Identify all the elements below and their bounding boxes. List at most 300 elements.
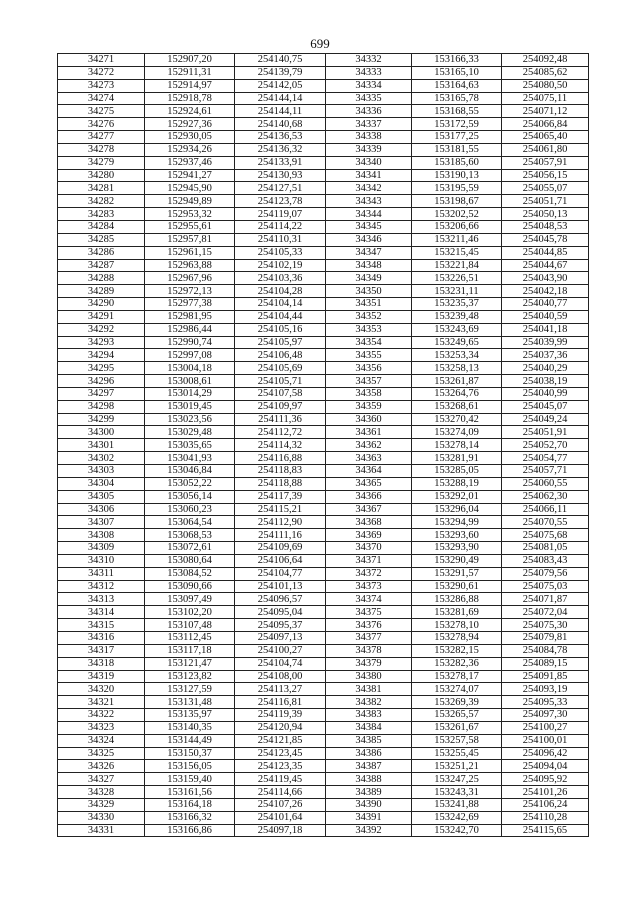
table-cell: 153261,87 <box>412 375 502 388</box>
table-cell: 34282 <box>58 195 145 208</box>
table-cell: 34338 <box>326 131 412 144</box>
table-cell: 153097,49 <box>145 593 235 606</box>
table-cell: 153290,49 <box>412 554 502 567</box>
table-cell: 254089,15 <box>502 657 589 670</box>
table-cell: 254144,14 <box>235 92 326 105</box>
table-cell: 153278,17 <box>412 670 502 683</box>
table-cell: 153121,47 <box>145 657 235 670</box>
table-cell: 34312 <box>58 580 145 593</box>
table-cell: 153004,18 <box>145 362 235 375</box>
table-cell: 152945,90 <box>145 182 235 195</box>
table-cell: 153131,48 <box>145 696 235 709</box>
table-cell: 254085,62 <box>502 66 589 79</box>
table-cell: 34321 <box>58 696 145 709</box>
table-row <box>58 529 589 542</box>
table-cell: 34320 <box>58 683 145 696</box>
table-cell: 254111,36 <box>235 413 326 426</box>
table-cell: 254110,31 <box>235 233 326 246</box>
table-cell: 152963,88 <box>145 259 235 272</box>
table-cell: 34294 <box>58 349 145 362</box>
table-cell: 254107,58 <box>235 387 326 400</box>
table-cell: 153281,69 <box>412 606 502 619</box>
table-cell: 254139,79 <box>235 66 326 79</box>
table-cell: 34368 <box>326 516 412 529</box>
table-cell: 254095,37 <box>235 619 326 632</box>
table-cell: 34281 <box>58 182 145 195</box>
table-cell: 34342 <box>326 182 412 195</box>
table-cell: 153195,59 <box>412 182 502 195</box>
table-cell: 254041,18 <box>502 323 589 336</box>
table-cell: 254070,55 <box>502 516 589 529</box>
table-cell: 152934,26 <box>145 143 235 156</box>
table-cell: 153029,48 <box>145 426 235 439</box>
table-row <box>58 182 589 195</box>
table-cell: 153123,82 <box>145 670 235 683</box>
table-cell: 254095,92 <box>502 773 589 786</box>
table-cell: 153127,59 <box>145 683 235 696</box>
table-cell: 153161,56 <box>145 786 235 799</box>
table-row <box>58 773 589 786</box>
table-row <box>58 670 589 683</box>
table-cell: 254109,69 <box>235 542 326 555</box>
table-cell: 254136,32 <box>235 143 326 156</box>
table-cell: 153282,15 <box>412 644 502 657</box>
table-cell: 153264,76 <box>412 387 502 400</box>
table-cell: 152957,81 <box>145 233 235 246</box>
table-row <box>58 734 589 747</box>
table-cell: 34390 <box>326 798 412 811</box>
table-cell: 34371 <box>326 554 412 567</box>
table-cell: 254066,84 <box>502 118 589 131</box>
table-cell: 153090,66 <box>145 580 235 593</box>
table-cell: 153172,59 <box>412 118 502 131</box>
table-cell: 34325 <box>58 747 145 760</box>
table-cell: 34296 <box>58 375 145 388</box>
table-cell: 254118,88 <box>235 477 326 490</box>
table-cell: 254100,27 <box>235 644 326 657</box>
table-cell: 34376 <box>326 619 412 632</box>
table-cell: 34284 <box>58 220 145 233</box>
table-cell: 34380 <box>326 670 412 683</box>
table-cell: 153023,56 <box>145 413 235 426</box>
table-cell: 153206,66 <box>412 220 502 233</box>
table-cell: 254101,13 <box>235 580 326 593</box>
table-cell: 34333 <box>326 66 412 79</box>
table-cell: 153285,05 <box>412 465 502 478</box>
table-cell: 254119,39 <box>235 709 326 722</box>
table-row <box>58 66 589 79</box>
table-cell: 34332 <box>326 54 412 67</box>
table-cell: 152927,36 <box>145 118 235 131</box>
table-cell: 34374 <box>326 593 412 606</box>
table-cell: 34381 <box>326 683 412 696</box>
table-row <box>58 105 589 118</box>
table-cell: 153221,84 <box>412 259 502 272</box>
table-cell: 254050,13 <box>502 208 589 221</box>
table-cell: 34314 <box>58 606 145 619</box>
table-cell: 254044,67 <box>502 259 589 272</box>
table-row <box>58 92 589 105</box>
table-cell: 34341 <box>326 169 412 182</box>
table-cell: 153282,36 <box>412 657 502 670</box>
table-row <box>58 490 589 503</box>
table-row <box>58 169 589 182</box>
table-cell: 153293,90 <box>412 542 502 555</box>
table-cell: 254105,69 <box>235 362 326 375</box>
table-row <box>58 516 589 529</box>
table-cell: 153107,48 <box>145 619 235 632</box>
table-cell: 254123,35 <box>235 760 326 773</box>
table-cell: 254123,45 <box>235 747 326 760</box>
table-cell: 153190,13 <box>412 169 502 182</box>
table-cell: 153235,37 <box>412 298 502 311</box>
table-cell: 254094,04 <box>502 760 589 773</box>
table-row <box>58 387 589 400</box>
table-cell: 34345 <box>326 220 412 233</box>
table-cell: 254105,16 <box>235 323 326 336</box>
table-cell: 34361 <box>326 426 412 439</box>
table-cell: 34373 <box>326 580 412 593</box>
table-cell: 34383 <box>326 709 412 722</box>
table-cell: 254120,94 <box>235 721 326 734</box>
table-cell: 34308 <box>58 529 145 542</box>
table-cell: 254071,87 <box>502 593 589 606</box>
table-cell: 34343 <box>326 195 412 208</box>
table-cell: 254123,78 <box>235 195 326 208</box>
table-cell: 254144,11 <box>235 105 326 118</box>
table-cell: 34280 <box>58 169 145 182</box>
coordinates-table-body <box>58 54 589 837</box>
table-cell: 34315 <box>58 619 145 632</box>
table-cell: 34309 <box>58 542 145 555</box>
table-cell: 153135,97 <box>145 709 235 722</box>
table-cell: 254040,99 <box>502 387 589 400</box>
table-cell: 153164,63 <box>412 79 502 92</box>
table-cell: 153274,09 <box>412 426 502 439</box>
table-row <box>58 143 589 156</box>
table-cell: 152930,05 <box>145 131 235 144</box>
table-cell: 152986,44 <box>145 323 235 336</box>
table-cell: 254106,24 <box>502 798 589 811</box>
table-cell: 254075,11 <box>502 92 589 105</box>
table-cell: 153290,61 <box>412 580 502 593</box>
table-cell: 254097,30 <box>502 709 589 722</box>
table-cell: 34364 <box>326 465 412 478</box>
table-cell: 254052,70 <box>502 439 589 452</box>
table-cell: 153296,04 <box>412 503 502 516</box>
table-cell: 152967,96 <box>145 272 235 285</box>
table-cell: 254104,74 <box>235 657 326 670</box>
table-cell: 254114,66 <box>235 786 326 799</box>
table-cell: 153211,46 <box>412 233 502 246</box>
table-cell: 34311 <box>58 567 145 580</box>
table-cell: 254037,36 <box>502 349 589 362</box>
table-cell: 152937,46 <box>145 156 235 169</box>
table-cell: 34385 <box>326 734 412 747</box>
table-cell: 153164,18 <box>145 798 235 811</box>
table-cell: 254096,42 <box>502 747 589 760</box>
table-row <box>58 593 589 606</box>
table-cell: 153226,51 <box>412 272 502 285</box>
table-cell: 153243,69 <box>412 323 502 336</box>
table-cell: 34288 <box>58 272 145 285</box>
table-cell: 254039,99 <box>502 336 589 349</box>
table-cell: 153159,40 <box>145 773 235 786</box>
table-cell: 152911,31 <box>145 66 235 79</box>
table-cell: 34362 <box>326 439 412 452</box>
table-cell: 34366 <box>326 490 412 503</box>
table-cell: 34372 <box>326 567 412 580</box>
table-cell: 254045,78 <box>502 233 589 246</box>
table-cell: 254112,90 <box>235 516 326 529</box>
table-cell: 34326 <box>58 760 145 773</box>
table-cell: 153202,52 <box>412 208 502 221</box>
table-cell: 34272 <box>58 66 145 79</box>
table-cell: 34279 <box>58 156 145 169</box>
table-cell: 153261,67 <box>412 721 502 734</box>
table-cell: 153014,29 <box>145 387 235 400</box>
table-row <box>58 323 589 336</box>
table-cell: 153166,32 <box>145 811 235 824</box>
table-row <box>58 631 589 644</box>
table-cell: 153072,61 <box>145 542 235 555</box>
table-cell: 153242,69 <box>412 811 502 824</box>
table-cell: 254119,07 <box>235 208 326 221</box>
table-row <box>58 760 589 773</box>
table-row <box>58 156 589 169</box>
table-cell: 34330 <box>58 811 145 824</box>
table-cell: 153274,07 <box>412 683 502 696</box>
table-cell: 34358 <box>326 387 412 400</box>
table-cell: 254071,12 <box>502 105 589 118</box>
table-cell: 153150,37 <box>145 747 235 760</box>
table-cell: 254106,64 <box>235 554 326 567</box>
table-cell: 34382 <box>326 696 412 709</box>
table-cell: 153258,13 <box>412 362 502 375</box>
table-cell: 153198,67 <box>412 195 502 208</box>
table-cell: 153231,11 <box>412 285 502 298</box>
table-cell: 254057,91 <box>502 156 589 169</box>
table-cell: 254109,97 <box>235 400 326 413</box>
table-row <box>58 709 589 722</box>
table-cell: 254057,71 <box>502 465 589 478</box>
table-cell: 152924,61 <box>145 105 235 118</box>
table-cell: 153288,19 <box>412 477 502 490</box>
table-cell: 254114,32 <box>235 439 326 452</box>
table-cell: 254117,39 <box>235 490 326 503</box>
table-cell: 153064,54 <box>145 516 235 529</box>
table-cell: 153144,49 <box>145 734 235 747</box>
table-cell: 254116,81 <box>235 696 326 709</box>
table-row <box>58 362 589 375</box>
table-row <box>58 426 589 439</box>
table-cell: 152953,32 <box>145 208 235 221</box>
table-cell: 254095,04 <box>235 606 326 619</box>
table-cell: 34392 <box>326 824 412 837</box>
table-cell: 254108,00 <box>235 670 326 683</box>
table-cell: 254106,48 <box>235 349 326 362</box>
table-row <box>58 503 589 516</box>
table-cell: 34357 <box>326 375 412 388</box>
table-cell: 254107,26 <box>235 798 326 811</box>
table-cell: 34369 <box>326 529 412 542</box>
table-cell: 254061,80 <box>502 143 589 156</box>
table-cell: 254083,43 <box>502 554 589 567</box>
table-cell: 34334 <box>326 79 412 92</box>
table-cell: 153166,33 <box>412 54 502 67</box>
table-cell: 254080,50 <box>502 79 589 92</box>
table-cell: 34336 <box>326 105 412 118</box>
table-cell: 34301 <box>58 439 145 452</box>
table-row <box>58 79 589 92</box>
table-cell: 254105,97 <box>235 336 326 349</box>
table-cell: 34303 <box>58 465 145 478</box>
table-cell: 254042,18 <box>502 285 589 298</box>
table-cell: 153215,45 <box>412 246 502 259</box>
table-cell: 254056,15 <box>502 169 589 182</box>
table-cell: 34316 <box>58 631 145 644</box>
table-cell: 34340 <box>326 156 412 169</box>
coordinates-table <box>57 53 589 837</box>
table-row <box>58 721 589 734</box>
table-cell: 34378 <box>326 644 412 657</box>
table-cell: 153269,39 <box>412 696 502 709</box>
table-cell: 254075,03 <box>502 580 589 593</box>
table-row <box>58 259 589 272</box>
table-cell: 152981,95 <box>145 310 235 323</box>
table-cell: 34305 <box>58 490 145 503</box>
table-cell: 34319 <box>58 670 145 683</box>
table-cell: 254113,27 <box>235 683 326 696</box>
table-row <box>58 220 589 233</box>
table-cell: 153140,35 <box>145 721 235 734</box>
table-cell: 34310 <box>58 554 145 567</box>
table-cell: 152972,13 <box>145 285 235 298</box>
table-cell: 34273 <box>58 79 145 92</box>
table-cell: 153255,45 <box>412 747 502 760</box>
table-cell: 254111,16 <box>235 529 326 542</box>
table-cell: 34306 <box>58 503 145 516</box>
table-cell: 34391 <box>326 811 412 824</box>
table-cell: 34318 <box>58 657 145 670</box>
table-cell: 34337 <box>326 118 412 131</box>
table-row <box>58 233 589 246</box>
table-cell: 34328 <box>58 786 145 799</box>
table-cell: 153278,94 <box>412 631 502 644</box>
table-cell: 34277 <box>58 131 145 144</box>
table-cell: 34346 <box>326 233 412 246</box>
table-row <box>58 606 589 619</box>
table-cell: 34367 <box>326 503 412 516</box>
table-cell: 254079,56 <box>502 567 589 580</box>
table-cell: 254040,77 <box>502 298 589 311</box>
table-cell: 34379 <box>326 657 412 670</box>
table-row <box>58 452 589 465</box>
table-cell: 34375 <box>326 606 412 619</box>
table-cell: 254093,19 <box>502 683 589 696</box>
table-cell: 153046,84 <box>145 465 235 478</box>
table-cell: 254040,59 <box>502 310 589 323</box>
table-cell: 254100,01 <box>502 734 589 747</box>
table-cell: 254100,27 <box>502 721 589 734</box>
table-cell: 152990,74 <box>145 336 235 349</box>
table-cell: 34339 <box>326 143 412 156</box>
table-row <box>58 567 589 580</box>
table-row <box>58 824 589 837</box>
table-cell: 153278,10 <box>412 619 502 632</box>
table-cell: 254054,77 <box>502 452 589 465</box>
table-cell: 153156,05 <box>145 760 235 773</box>
table-row <box>58 336 589 349</box>
table-cell: 153102,20 <box>145 606 235 619</box>
table-cell: 34363 <box>326 452 412 465</box>
table-cell: 254081,05 <box>502 542 589 555</box>
table-row <box>58 439 589 452</box>
table-cell: 153291,57 <box>412 567 502 580</box>
table-cell: 153112,45 <box>145 631 235 644</box>
table-cell: 254079,81 <box>502 631 589 644</box>
table-cell: 34298 <box>58 400 145 413</box>
table-cell: 34271 <box>58 54 145 67</box>
table-cell: 34274 <box>58 92 145 105</box>
table-cell: 34386 <box>326 747 412 760</box>
table-cell: 153041,93 <box>145 452 235 465</box>
table-cell: 254043,90 <box>502 272 589 285</box>
table-cell: 153249,65 <box>412 336 502 349</box>
table-cell: 152914,97 <box>145 79 235 92</box>
table-row <box>58 285 589 298</box>
table-cell: 152907,20 <box>145 54 235 67</box>
table-cell: 34283 <box>58 208 145 221</box>
table-cell: 34344 <box>326 208 412 221</box>
table-cell: 153265,57 <box>412 709 502 722</box>
table-cell: 152955,61 <box>145 220 235 233</box>
table-cell: 34388 <box>326 773 412 786</box>
table-cell: 34384 <box>326 721 412 734</box>
table-cell: 254115,21 <box>235 503 326 516</box>
table-cell: 153294,99 <box>412 516 502 529</box>
table-row <box>58 298 589 311</box>
table-cell: 34287 <box>58 259 145 272</box>
table-cell: 153253,34 <box>412 349 502 362</box>
table-cell: 34359 <box>326 400 412 413</box>
table-cell: 34313 <box>58 593 145 606</box>
table-cell: 254130,93 <box>235 169 326 182</box>
table-row <box>58 131 589 144</box>
table-cell: 34299 <box>58 413 145 426</box>
table-cell: 153241,88 <box>412 798 502 811</box>
table-cell: 34300 <box>58 426 145 439</box>
table-cell: 153165,10 <box>412 66 502 79</box>
table-cell: 153242,70 <box>412 824 502 837</box>
table-cell: 254114,22 <box>235 220 326 233</box>
table-cell: 254072,04 <box>502 606 589 619</box>
table-cell: 153181,55 <box>412 143 502 156</box>
table-cell: 254101,26 <box>502 786 589 799</box>
table-cell: 254116,88 <box>235 452 326 465</box>
table-cell: 34352 <box>326 310 412 323</box>
table-cell: 34302 <box>58 452 145 465</box>
table-cell: 254091,85 <box>502 670 589 683</box>
table-row <box>58 246 589 259</box>
table-cell: 153080,64 <box>145 554 235 567</box>
table-cell: 34387 <box>326 760 412 773</box>
table-row <box>58 657 589 670</box>
table-cell: 153251,21 <box>412 760 502 773</box>
table-cell: 254097,13 <box>235 631 326 644</box>
table-cell: 153286,88 <box>412 593 502 606</box>
table-cell: 153052,22 <box>145 477 235 490</box>
